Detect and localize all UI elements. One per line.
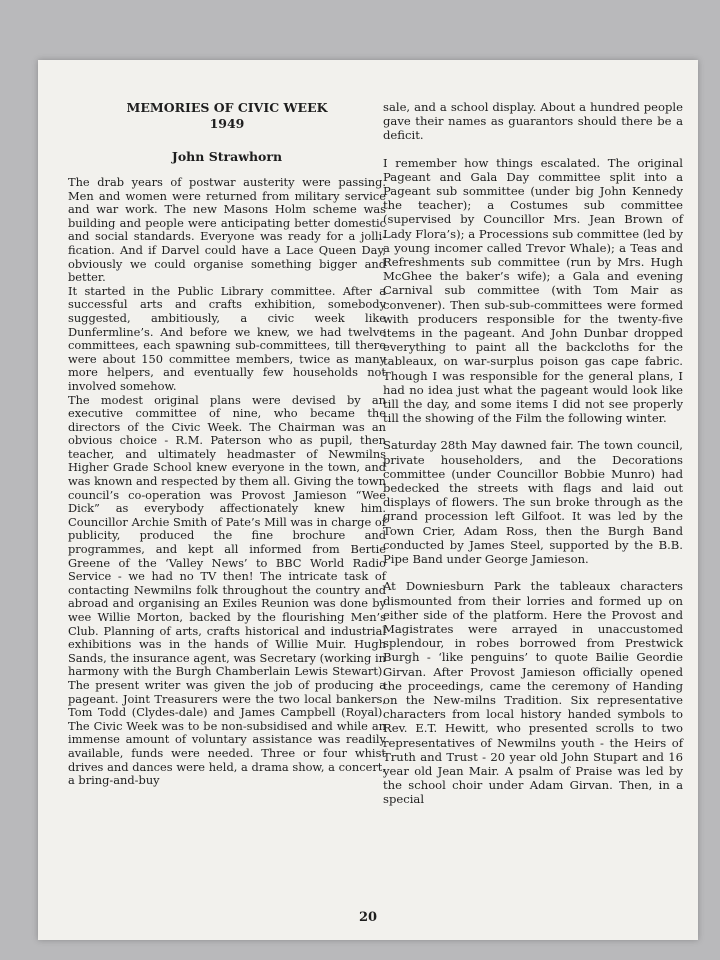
title-line-1: MEMORIES OF CIVIC WEEK bbox=[126, 100, 328, 115]
paragraph: sale, and a school display. About a hundred people gave their names as guarantors should there be a deficit. bbox=[383, 100, 683, 143]
paragraph: It started in the Public Library committee. After a successful arts and crafts exhibition, somebody suggested, ambitiously, a civic week like Dunfermline’s. And before we knew, we had twelve committees, each spawning sub-committees, till there were about 150 committee members, twice as many more helpers, and eventually few households not involved somehow. bbox=[68, 283, 386, 393]
left-column bbox=[68, 100, 386, 788]
page-number: 20 bbox=[358, 910, 378, 925]
paragraph: The modest original plans were devised by an executive committee of nine, who became the directors of the Civic Week. The Chairman was an obvious choice - R.M. Paterson who as pupil, then teacher, and ultimately headmaster of Newmilns Higher Grade School knew everyone in the town, and was known and respected by them all. Giving the town council’s co-operation was Provost Jamieson “Wee Dick” as everybody affectionately knew him. Councillor Archie Smith of Pate’s Mill was in charge of publicity, produced the fine brochure and programmes, and kept all informed from Bertie Greene of the ‘Valley News’ to BBC World Radio Service - we had no TV then! The intricate task of contacting Newmilns folk throughout the country and abroad and organising an Exiles Reunion was done by wee Willie Morton, backed by the flourishing Men’s Club. Planning of arts, crafts historical and industrial exhibitions was in the hands of Willie Muir. Hugh Sands, the insurance agent, was Secretary (working in harmony with the Burgh Chamberlain Lewis Stewart). The present writer was given the job of producing a pageant. Joint Treasurers were the two local bankers, Tom Todd (Clydes-dale) and James Campbell (Royal). The Civic Week was to be non-subsidised and while an immense amount of voluntary assistance was readily available, funds were needed. Three or four whist drives and dances were held, a drama show, a concert, a bring-and-buy bbox=[68, 392, 386, 788]
book-page bbox=[38, 60, 698, 940]
article-author: John Strawhorn bbox=[171, 149, 283, 164]
paragraph: At Downiesburn Park the tableaux characters dismounted from their lorries and formed up on either side of the platform. Here the Provost and Magistrates were arrayed in unaccustomed splendour, in robes borrowed from Prestwick Burgh - ‘like penguins’ to quote Bailie Geordie Girvan. After Provost Jamieson officially opened the proceedings, came the ceremony of Handing on the New-milns Tradition. Six representative characters from local history handed symbols to Rev. E.T. Hewitt, who presented scrolls to two representatives of Newmilns youth - the Heirs of Truth and Trust - 20 year old John Stupart and 16 year old Jean Mair. A psalm of Praise was led by the school choir under Adam Girvan. Then, in a special bbox=[383, 579, 683, 807]
right-column bbox=[383, 100, 683, 807]
paragraph: Saturday 28th May dawned fair. The town council, private householders, and the Decorations committee (under Councillor Bobbie Munro) had bedecked the streets with flags and laid out displays of flowers. The sun broke through as the grand procession left Gilfoot. It was led by the Town Crier, Adam Ross, then the Burgh Band conducted by James Steel, supported by the B.B. Pipe Band under George Jamieson. bbox=[383, 438, 683, 567]
title-line-2: 1949 bbox=[209, 116, 245, 131]
paragraph: The drab years of postwar austerity were passing. Men and women were returned from military service and war work. The new Masons Holm scheme was building and people were anticipating better domestic and social standards. Everyone was ready for a jolli-fication. And if Darvel could have a Lace Queen Day, obviously we could organise something bigger and better. bbox=[68, 175, 386, 285]
article-title bbox=[68, 100, 386, 132]
paragraph: I remember how things escalated. The original Pageant and Gala Day committee split into a Pageant sub sommittee (under big John Kennedy the teacher); a Costumes sub committee (supervised by Councillor Mrs. Jean Brown of Lady Flora’s); a Processions sub committee (led by a young incomer called Trevor Whale); a Teas and Refreshments sub committee (run by Mrs. Hugh McGhee the baker’s wife); a Gala and evening Carnival sub committee (with Tom Mair as convener). Then sub-sub-committees were formed with producers responsible for the twenty-five items in the pageant. And John Dunbar dropped everything to paint all the backcloths for the tableaux, on war-surplus poison gas cape fabric. Though I was responsible for the general plans, I had no idea just what the pageant would look like till the day, and some items I did not see properly till the showing of the Film the following winter. bbox=[383, 155, 683, 426]
